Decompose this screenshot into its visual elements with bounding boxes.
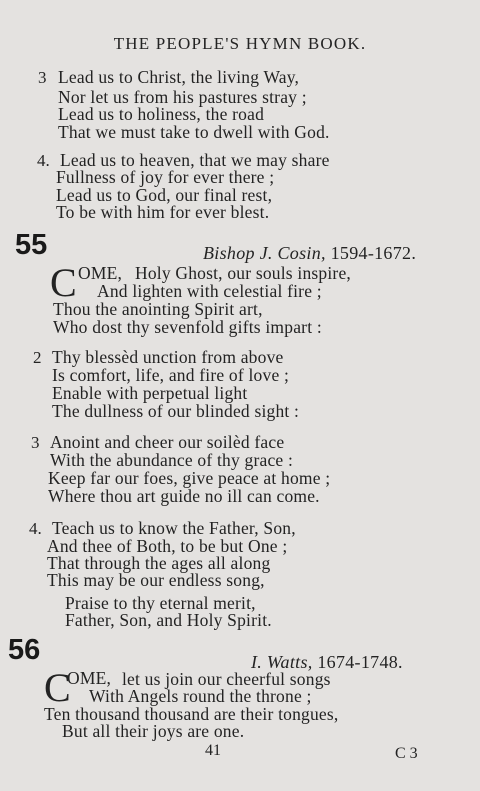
first-word: OME,: [67, 668, 112, 688]
verse-line: Where thou art guide no ill can come.: [48, 486, 320, 506]
stanza-number: 2: [33, 348, 42, 367]
author-name: I. Watts,: [251, 652, 313, 672]
verse-line: Thou the anointing Spirit art,: [53, 299, 263, 319]
verse-line: Lead us to heaven, that we may share: [60, 150, 330, 170]
verse-line: To be with him for ever blest.: [56, 202, 270, 222]
signature-mark: C 3: [395, 745, 418, 762]
verse-line: Lead us to Christ, the living Way,: [58, 67, 300, 87]
verse-line: Lead us to holiness, the road: [58, 104, 265, 124]
verse-line: Holy Ghost, our souls inspire,: [135, 263, 351, 283]
verse-line: Fullness of joy for ever there ;: [56, 167, 275, 187]
verse-line: let us join our cheerful songs: [122, 669, 331, 689]
stanza-number: 3: [31, 433, 40, 452]
verse-line: Is comfort, life, and fire of love ;: [52, 365, 290, 385]
verse-line: Lead us to God, our final rest,: [56, 185, 273, 205]
verse-line: This may be our endless song,: [47, 570, 265, 590]
hymn-number: 56: [8, 634, 41, 666]
verse-line: That we must take to dwell with God.: [58, 122, 330, 142]
verse-line: Who dost thy sevenfold gifts impart :: [53, 317, 322, 337]
stanza-number: 4.: [29, 519, 42, 538]
verse-line: Ten thousand thousand are their tongues,: [44, 704, 339, 724]
author-name: Bishop J. Cosin,: [203, 243, 326, 263]
verse-line: That through the ages all along: [47, 553, 271, 573]
drop-cap: C: [44, 665, 71, 710]
verse-line: And lighten with celestial fire ;: [97, 281, 322, 301]
hymn-number: 55: [15, 229, 48, 261]
running-head: THE PEOPLE'S HYMN BOOK.: [113, 34, 367, 53]
verse-line: The dullness of our blinded sight :: [52, 401, 300, 421]
verse-line: With Angels round the throne ;: [89, 686, 312, 706]
drop-cap: C: [50, 260, 77, 305]
verse-line: Thy blessèd unction from above: [52, 347, 284, 367]
verse-line: Father, Son, and Holy Spirit.: [65, 610, 272, 630]
verse-line: With the abundance of thy grace :: [50, 450, 294, 470]
verse-line: But all their joys are one.: [62, 721, 245, 741]
verse-line: Nor let us from his pastures stray ;: [58, 87, 307, 107]
verse-line: Keep far our foes, give peace at home ;: [48, 468, 331, 488]
author-years: 1594-1672.: [330, 243, 417, 263]
verse-line: Anoint and cheer our soilèd face: [50, 432, 285, 452]
author-years: 1674-1748.: [317, 652, 403, 672]
verse-line: And thee of Both, to be but One ;: [47, 536, 288, 556]
verse-line: Enable with perpetual light: [52, 383, 248, 403]
page-number: 41: [205, 742, 221, 759]
stanza-number: 4.: [37, 151, 50, 170]
first-word: OME,: [78, 263, 123, 283]
hymn-author: [203, 243, 416, 263]
verse-line: Teach us to know the Father, Son,: [52, 518, 296, 538]
verse-line: Praise to thy eternal merit,: [65, 593, 256, 613]
stanza-number: 3: [38, 68, 47, 87]
